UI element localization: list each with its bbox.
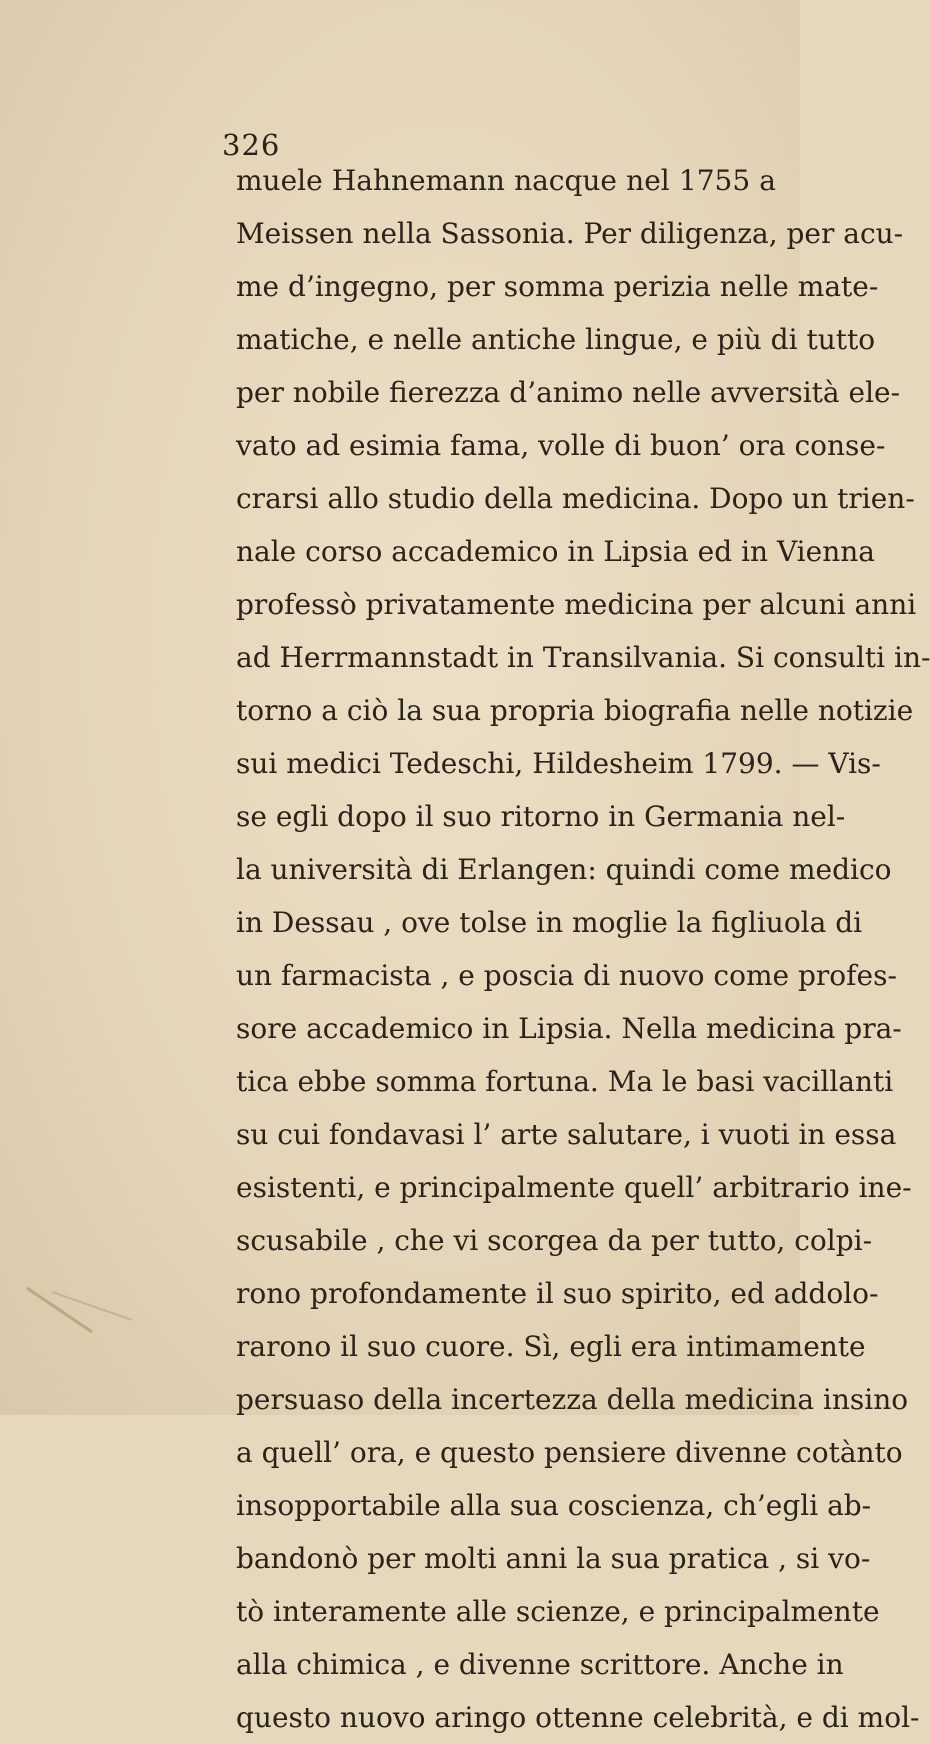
text-line: rarono il suo cuore. Sì, egli era intimamente <box>236 1330 866 1363</box>
text-line: insopportabile alla sua coscienza, ch’egli ab- <box>236 1489 872 1522</box>
text-line: tò interamente alle scienze, e principalmente <box>236 1595 880 1628</box>
text-line: vato ad esimia fama, volle di buon’ ora conse- <box>236 429 886 462</box>
text-line: questo nuovo aringo ottenne celebrità, e di mol- <box>236 1701 920 1734</box>
text-line: torno a ciò la sua propria biografia nelle notizie <box>236 694 914 727</box>
text-line: bandonò per molti anni la sua pratica , si vo- <box>236 1542 871 1575</box>
text-line: sore accademico in Lipsia. Nella medicina pra- <box>236 1012 902 1045</box>
text-line: nale corso accademico in Lipsia ed in Vienna <box>236 535 875 568</box>
text-line: sui medici Tedeschi, Hildesheim 1799. — Vis- <box>236 747 881 780</box>
text-line: matiche, e nelle antiche lingue, e più di tutto <box>236 323 876 356</box>
text-line: tica ebbe somma fortuna. Ma le basi vacillanti <box>236 1065 894 1098</box>
text-line: a quell’ ora, e questo pensiere divenne cotànto <box>236 1436 903 1469</box>
text-line: la università di Erlangen: quindi come medico <box>236 853 892 886</box>
pencil-mark-icon <box>22 1280 142 1340</box>
text-line: ad Herrmannstadt in Transilvania. Si consulti in- <box>236 641 930 674</box>
text-line: in Dessau , ove tolse in moglie la figliuola di <box>236 906 863 939</box>
text-line: rono profondamente il suo spirito, ed addolo- <box>236 1277 879 1310</box>
text-line: per nobile fierezza d’animo nelle avversità ele- <box>236 376 901 409</box>
body-text <box>236 154 930 1744</box>
text-line: muele Hahnemann nacque nel 1755 a <box>236 164 776 197</box>
text-line: alla chimica , e divenne scrittore. Anche in <box>236 1648 844 1681</box>
text-line: un farmacista , e poscia di nuovo come profes- <box>236 959 897 992</box>
text-line: scusabile , che vi scorgea da per tutto, colpi- <box>236 1224 873 1257</box>
text-line: Meissen nella Sassonia. Per diligenza, per acu- <box>236 217 904 250</box>
page-number: 326 <box>222 128 281 162</box>
text-line: professò privatamente medicina per alcuni anni <box>236 588 917 621</box>
text-line: me d’ingegno, per somma perizia nelle mate- <box>236 270 879 303</box>
text-line: su cui fondavasi l’ arte salutare, i vuoti in essa <box>236 1118 897 1151</box>
text-line: esistenti, e principalmente quell’ arbitrario ine- <box>236 1171 912 1204</box>
text-line: se egli dopo il suo ritorno in Germania nel- <box>236 800 846 833</box>
text-line: persuaso della incertezza della medicina insino <box>236 1383 909 1416</box>
text-line: crarsi allo studio della medicina. Dopo un trien- <box>236 482 915 515</box>
